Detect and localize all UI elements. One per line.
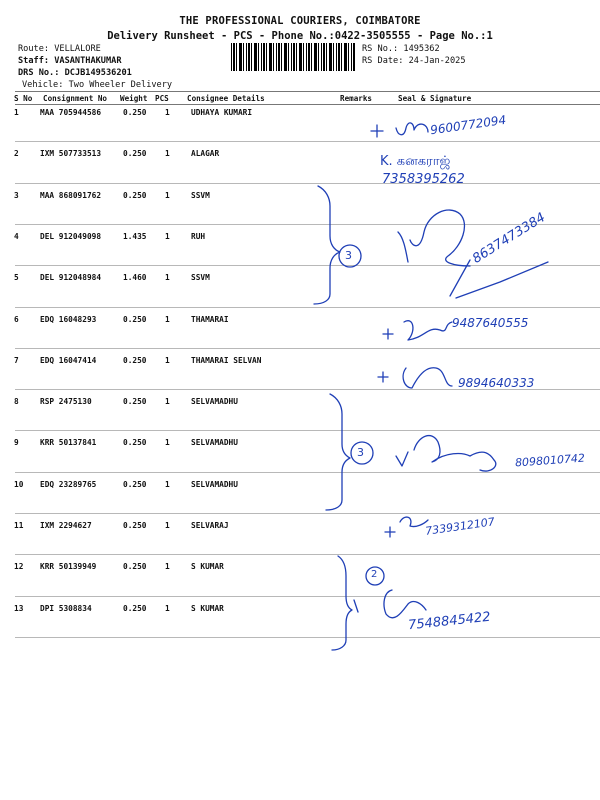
- col-weight: Weight: [120, 94, 148, 103]
- rs-date-line: [362, 56, 466, 67]
- staff-label: Staff:: [18, 56, 50, 66]
- cell-weight: 0.250: [123, 521, 147, 530]
- hand-phone-row11: 7339312107: [424, 515, 496, 538]
- cell-weight: 0.250: [123, 149, 147, 159]
- signature-row7: [378, 368, 452, 388]
- cell-consignment: IXM 2294627: [40, 521, 92, 530]
- cell-pcs: 1: [165, 521, 170, 530]
- table-header-rule: [15, 104, 600, 105]
- cell-sno: 7: [14, 355, 19, 365]
- col-seal: Seal & Signature: [398, 94, 472, 103]
- cell-weight: 0.250: [123, 314, 147, 324]
- row-separator: [15, 348, 600, 349]
- cell-consignment: EDQ 16047414: [40, 355, 97, 365]
- rs-no-label: RS No.:: [362, 44, 399, 54]
- cell-pcs: 1: [165, 231, 170, 241]
- cell-weight: 0.250: [123, 438, 147, 448]
- hand-phone-row1: 9600772094: [429, 112, 507, 138]
- cell-weight: 0.250: [123, 603, 147, 613]
- route-label: Route:: [18, 44, 50, 54]
- col-consignee: Consignee Details: [187, 94, 265, 103]
- hand-count-3: 2: [371, 569, 378, 580]
- cell-weight: 0.250: [123, 397, 147, 407]
- vehicle-line: [22, 80, 172, 91]
- cell-consignment: EDQ 23289765: [40, 479, 97, 489]
- col-pcs: PCS: [155, 94, 169, 103]
- signature-big: [398, 210, 470, 266]
- rs-no-line: [362, 44, 440, 55]
- hand-phone-row13: 7548845422: [407, 609, 492, 634]
- cell-pcs: 1: [165, 397, 170, 407]
- drs-line: [18, 68, 132, 79]
- staff-value: VASANTHAKUMAR: [54, 56, 122, 66]
- cell-pcs: 1: [165, 149, 170, 159]
- hand-count-1: 3: [345, 249, 352, 262]
- hand-name-row2: K. கனகராஜ்: [380, 154, 451, 169]
- drs-value: DCJB149536201: [64, 68, 132, 78]
- rs-no-value: 1495362: [403, 44, 440, 54]
- row-separator: [15, 307, 600, 308]
- runsheet-subtitle: Delivery Runsheet - PCS - Phone No.:0422-3505555 - Page No.:1: [107, 30, 493, 42]
- hand-phone-row9: 8098010742: [514, 451, 586, 470]
- cell-pcs: 1: [165, 355, 170, 365]
- row-separator: [15, 224, 600, 225]
- cell-sno: 13: [14, 603, 24, 613]
- cell-pcs: 1: [165, 562, 170, 572]
- col-consignment: Consignment No: [43, 94, 108, 103]
- cell-consignee: SSVM: [191, 190, 210, 200]
- row-separator: [15, 513, 600, 514]
- cell-pcs: 1: [165, 273, 170, 283]
- cell-pcs: 1: [165, 438, 170, 448]
- table-top-rule: [15, 91, 600, 92]
- cell-sno: 1: [14, 108, 19, 117]
- row-separator: [15, 596, 600, 597]
- cell-consignee: SELVAMADHU: [191, 397, 238, 407]
- cell-weight: 1.435: [123, 231, 147, 241]
- cell-sno: 6: [14, 314, 19, 324]
- hand-phone-row6: 9487640555: [452, 316, 529, 330]
- rs-date-value: 24-Jan-2025: [408, 56, 466, 66]
- cell-consignee: SELVARAJ: [191, 521, 229, 530]
- hand-phone-row3: 8637473384: [470, 210, 549, 267]
- hand-phone-row7: 9894640333: [458, 376, 535, 390]
- cell-consignment: KRR 50137841: [40, 438, 97, 448]
- cell-weight: 0.250: [123, 190, 147, 200]
- cell-consignee: SELVAMADHU: [191, 479, 238, 489]
- cell-consignee: RUH: [191, 231, 206, 241]
- cell-sno: 12: [14, 562, 24, 572]
- signature-row9: [396, 436, 496, 472]
- cell-consignment: DPI 5308834: [40, 603, 92, 613]
- cell-pcs: 1: [165, 314, 170, 324]
- cell-sno: 11: [14, 521, 24, 530]
- cell-sno: 5: [14, 273, 19, 283]
- cell-consignment: DEL 912048984: [40, 273, 102, 283]
- cell-consignee: ALAGAR: [191, 149, 220, 159]
- cell-consignment: EDQ 16048293: [40, 314, 97, 324]
- row-separator: [15, 265, 600, 266]
- cell-consignee: UDHAYA KUMARI: [191, 108, 253, 117]
- cell-consignee: THAMARAI: [191, 314, 229, 324]
- cell-consignment: DEL 912049098: [40, 231, 102, 241]
- cell-weight: 0.250: [123, 108, 147, 117]
- col-remarks: Remarks: [340, 94, 373, 103]
- cell-weight: 1.460: [123, 273, 147, 283]
- col-sno: S No: [14, 94, 33, 103]
- company-title: THE PROFESSIONAL COURIERS, COIMBATORE: [179, 15, 421, 27]
- hand-phone-row2: 7358395262: [382, 172, 465, 187]
- cell-sno: 9: [14, 438, 19, 448]
- cell-consignment: MAA 868091762: [40, 190, 102, 200]
- hand-count-2: 3: [357, 446, 364, 459]
- cell-consignment: RSP 2475130: [40, 397, 92, 407]
- signature-row1: [371, 123, 428, 137]
- vehicle-label: Vehicle:: [22, 80, 64, 90]
- cell-pcs: 1: [165, 190, 170, 200]
- staff-line: [18, 56, 122, 67]
- cell-weight: 0.250: [123, 355, 147, 365]
- cell-sno: 3: [14, 190, 19, 200]
- rs-date-label: RS Date:: [362, 56, 404, 66]
- cell-consignment: KRR 50139949: [40, 562, 97, 572]
- brace-rows-8-11: [326, 394, 350, 510]
- signature-row13: [354, 590, 426, 618]
- signature-row6: [383, 321, 452, 340]
- cell-sno: 10: [14, 479, 24, 489]
- cell-consignee: THAMARAI SELVAN: [191, 355, 262, 365]
- drs-label: DRS No.:: [18, 68, 60, 78]
- row-separator: [15, 141, 600, 142]
- row-separator: [15, 183, 600, 184]
- vehicle-value: Two Wheeler Delivery: [68, 80, 173, 90]
- cell-consignee: S KUMAR: [191, 562, 224, 572]
- cell-consignment: IXM 507733513: [40, 149, 102, 159]
- row-separator: [15, 472, 600, 473]
- cell-pcs: 1: [165, 479, 170, 489]
- route-value: VELLALORE: [54, 44, 101, 54]
- cell-weight: 0.250: [123, 562, 147, 572]
- cell-pcs: 1: [165, 603, 170, 613]
- cell-weight: 0.250: [123, 479, 147, 489]
- cell-sno: 8: [14, 397, 19, 407]
- cell-consignee: S KUMAR: [191, 603, 224, 613]
- cell-pcs: 1: [165, 108, 170, 117]
- signature-row11: [385, 517, 428, 537]
- cell-consignment: MAA 705944586: [40, 108, 102, 117]
- brace-rows-3-5: [314, 186, 340, 304]
- row-separator: [15, 637, 600, 638]
- route-line: [18, 44, 101, 55]
- cell-consignee: SELVAMADHU: [191, 438, 238, 448]
- cell-sno: 2: [14, 149, 19, 159]
- cell-consignee: SSVM: [191, 273, 210, 283]
- row-separator: [15, 554, 600, 555]
- barcode: [231, 43, 355, 71]
- brace-rows-12-13: [332, 556, 352, 650]
- row-separator: [15, 430, 600, 431]
- cell-sno: 4: [14, 231, 19, 241]
